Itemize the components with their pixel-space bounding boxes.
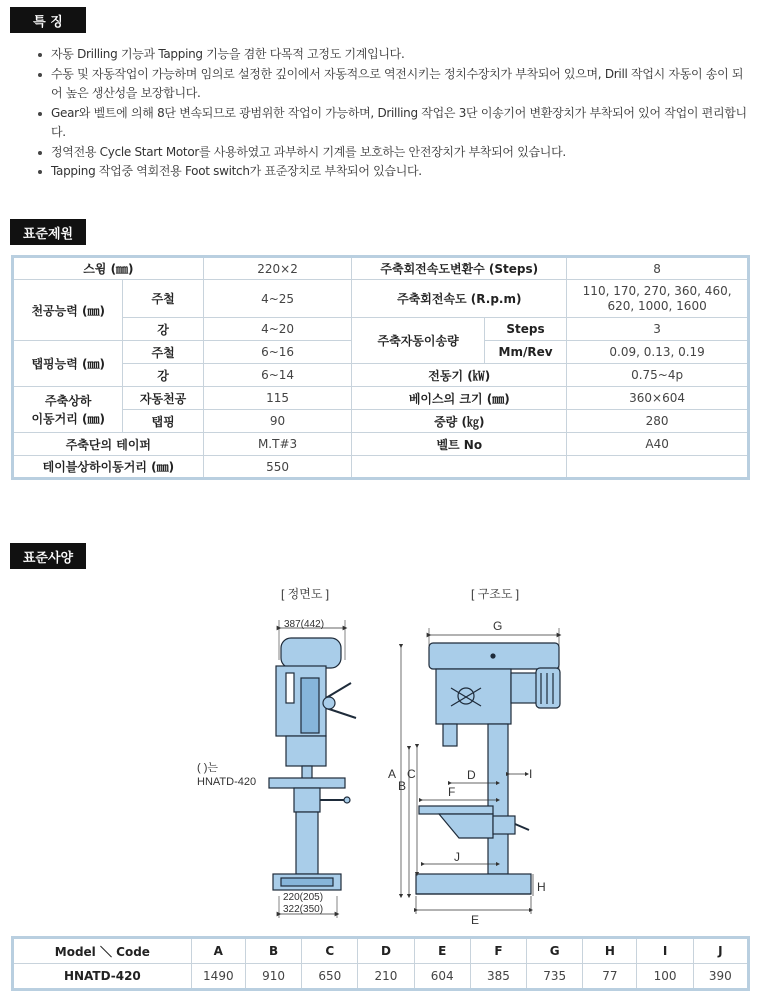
- weight-value: 280: [567, 410, 749, 433]
- dim-label-G: G: [493, 619, 503, 633]
- value-i: 100: [637, 964, 693, 990]
- tap-capacity-label: 탭핑능력 (㎜): [13, 341, 123, 387]
- value-f: 385: [470, 964, 526, 990]
- base-size-label: 베이스의 크기 (㎜): [352, 387, 567, 410]
- rpm-label: 주축회전속도 (R.p.m): [352, 280, 567, 318]
- motor-value: 0.75~4p: [567, 364, 749, 387]
- table-travel-value: 550: [203, 456, 352, 479]
- header-f: F: [470, 938, 526, 964]
- machine-drawing-svg: [11, 578, 750, 926]
- table-travel-label: 테이블상하이동거리 (㎜): [13, 456, 204, 479]
- value-c: 650: [302, 964, 358, 990]
- drill-cast-label: 주철: [123, 280, 203, 318]
- tap-steel-label: 강: [123, 364, 203, 387]
- feature-item: Gear와 벨트에 의해 8단 변속되므로 광범위한 작업이 가능하며, Drilling 작업은 3단 이송기어 변환장치가 부착되어 있어 작업이 편리합니다.: [37, 104, 747, 143]
- value-h: 77: [583, 964, 637, 990]
- dim-label-E: E: [471, 913, 480, 926]
- dim-label-C: C: [407, 767, 416, 781]
- bottom-dimension-1: 220(205): [283, 892, 324, 903]
- rpm-value: 110, 170, 270, 360, 460, 620, 1000, 1600: [567, 280, 749, 318]
- taper-value: M.T#3: [203, 433, 352, 456]
- taper-label: 주축단의 테이퍼: [13, 433, 204, 456]
- motor-label: 전동기 (㎾): [352, 364, 567, 387]
- dim-label-A: A: [388, 767, 397, 781]
- drill-cast-value: 4~25: [203, 280, 352, 318]
- tapping-value: 90: [203, 410, 352, 433]
- feed-mm-label: Mm/Rev: [484, 341, 566, 364]
- value-d: 210: [358, 964, 414, 990]
- dim-label-D: D: [467, 768, 476, 782]
- dim-label-J: J: [454, 850, 460, 864]
- front-view-title: [ 정면도 ]: [281, 587, 330, 601]
- specs-section-title: 표준제원: [10, 219, 86, 245]
- top-dimension: 387(442): [284, 619, 325, 630]
- header-e: E: [414, 938, 470, 964]
- tap-steel-value: 6~14: [203, 364, 352, 387]
- header-c: C: [302, 938, 358, 964]
- feed-mm-value: 0.09, 0.13, 0.19: [567, 341, 749, 364]
- value-e: 604: [414, 964, 470, 990]
- dim-label-B: B: [398, 779, 407, 793]
- dim-label-F: F: [448, 785, 456, 799]
- value-g: 735: [527, 964, 583, 990]
- model-code-table: [11, 936, 750, 991]
- model-name: HNATD-420: [13, 964, 192, 990]
- feature-item: Tapping 작업중 역회전용 Foot switch가 표준장치로 부착되어 있습니다.: [37, 162, 747, 182]
- header-model-code: Model ＼ Code: [13, 938, 192, 964]
- belt-label: 벨트 No: [352, 433, 567, 456]
- note-line2: HNATD-420: [197, 776, 257, 788]
- feed-steps-value: 3: [567, 318, 749, 341]
- features-section-title: 특 징: [10, 7, 86, 33]
- empty-cell: [352, 456, 567, 479]
- swing-label: 스윙 (㎜): [13, 257, 204, 280]
- feature-item: 정역전용 Cycle Start Motor를 사용하였고 과부하시 기계를 보호하는 안전장치가 부착되어 있습니다.: [37, 143, 747, 163]
- spec-table: [11, 255, 750, 480]
- feed-steps-label: Steps: [484, 318, 566, 341]
- feature-list: [37, 45, 747, 182]
- base-size-value: 360×604: [567, 387, 749, 410]
- standard-section-title: 표준사양: [10, 543, 86, 569]
- steps-value: 8: [567, 257, 749, 280]
- front-view: [269, 620, 356, 918]
- value-j: 390: [693, 964, 748, 990]
- feature-item: 자동 Drilling 기능과 Tapping 기능을 겸한 다목적 고정도 기계입니다.: [37, 45, 747, 65]
- value-a: 1490: [191, 964, 245, 990]
- header-j: J: [693, 938, 748, 964]
- model-table-header: [13, 938, 749, 964]
- header-h: H: [583, 938, 637, 964]
- header-i: I: [637, 938, 693, 964]
- header-d: D: [358, 938, 414, 964]
- auto-drill-label: 자동천공: [123, 387, 203, 410]
- drill-steel-value: 4~20: [203, 318, 352, 341]
- dim-label-H: H: [537, 880, 546, 894]
- feature-item: 수동 및 자동작업이 가능하며 임의로 설정한 깊이에서 자동적으로 역전시키는 정치수장치가 부착되어 있으며, Drill 작업시 자동이 송이 되어 높은 생산성을 보장합니다.: [37, 65, 747, 104]
- structure-view-title: [ 구조도 ]: [471, 587, 520, 601]
- dim-label-I: I: [529, 767, 533, 781]
- tapping-label: 탭핑: [123, 410, 203, 433]
- feed-label: 주축자동이송량: [352, 318, 485, 364]
- belt-value: A40: [567, 433, 749, 456]
- drill-capacity-label: 천공능력 (㎜): [13, 280, 123, 341]
- weight-label: 중량 (㎏): [352, 410, 567, 433]
- note-line1: ( )는: [197, 762, 219, 774]
- header-a: A: [191, 938, 245, 964]
- spindle-travel-label: 주축상하 이동거리 (㎜): [13, 387, 123, 433]
- auto-drill-value: 115: [203, 387, 352, 410]
- structure-view: [401, 628, 560, 914]
- header-b: B: [245, 938, 301, 964]
- table-row: [13, 964, 749, 990]
- tap-cast-label: 주철: [123, 341, 203, 364]
- machine-drawing: [11, 578, 750, 926]
- steps-label: 주축회전속도변환수 (Steps): [352, 257, 567, 280]
- drill-steel-label: 강: [123, 318, 203, 341]
- header-g: G: [527, 938, 583, 964]
- empty-cell: [567, 456, 749, 479]
- value-b: 910: [245, 964, 301, 990]
- bottom-dimension-2: 322(350): [283, 904, 324, 915]
- swing-value: 220×2: [203, 257, 352, 280]
- tap-cast-value: 6~16: [203, 341, 352, 364]
